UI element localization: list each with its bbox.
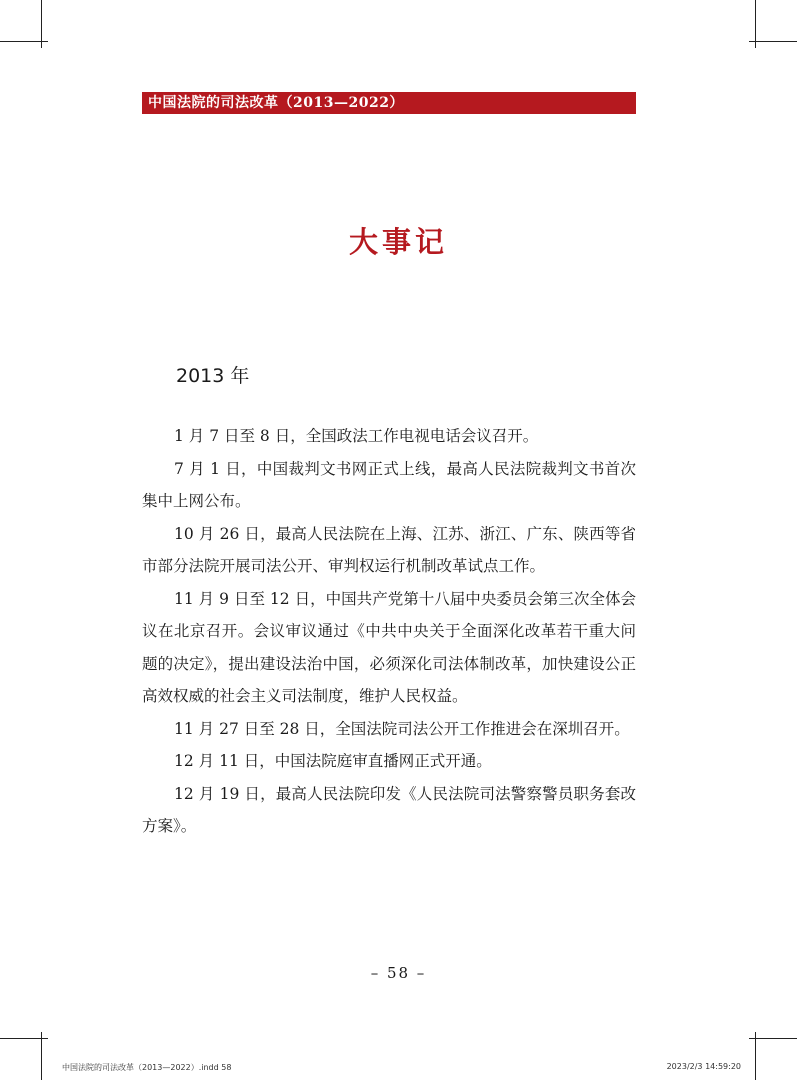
crop-mark	[0, 1038, 48, 1039]
crop-mark	[755, 1032, 756, 1080]
year-heading: 2013 年	[176, 365, 250, 387]
page-number: – 58 –	[370, 964, 427, 982]
chronology-list	[142, 420, 636, 843]
chronology-entry: 12 月 19 日，最高人民法院印发《人民法院司法警察警员职务套改方案》。	[142, 784, 636, 835]
crop-mark	[749, 1038, 797, 1039]
crop-mark	[0, 41, 48, 42]
chronology-entry: 11 月 9 日至 12 日，中国共产党第十八届中央委员会第三次全体会议在北京召开。会议审议通过《中共中央关于全面深化改革若干重大问题的决定》，提出建设法治中国，必须深化司法体制改革，加快建设公正高效权威的社会主义司法制度，维护人民权益。	[142, 589, 636, 705]
chronology-entry: 12 月 11 日，中国法院庭审直播网正式开通。	[174, 752, 492, 770]
chronology-entry: 1 月 7 日至 8 日，全国政法工作电视电话会议召开。	[174, 427, 539, 445]
crop-mark	[749, 41, 797, 42]
chronology-entry: 11 月 27 日至 28 日，全国法院司法公开工作推进会在深圳召开。	[174, 719, 630, 738]
chronology-entry: 10 月 26 日，最高人民法院在上海、江苏、浙江、广东、陕西等省市部分法院开展司法公开、审判权运行机制改革试点工作。	[142, 524, 636, 575]
chapter-title: 大事记	[348, 225, 448, 259]
running-header: 中国法院的司法改革（2013—2022）	[148, 95, 404, 111]
crop-mark	[41, 1032, 42, 1080]
chronology-entry: 7 月 1 日，中国裁判文书网正式上线，最高人民法院裁判文书首次集中上网公布。	[142, 459, 636, 510]
file-slug: 中国法院的司法改革（2013—2022）.indd 58	[62, 1063, 232, 1072]
print-timestamp: 2023/2/3 14:59:20	[666, 1062, 741, 1071]
